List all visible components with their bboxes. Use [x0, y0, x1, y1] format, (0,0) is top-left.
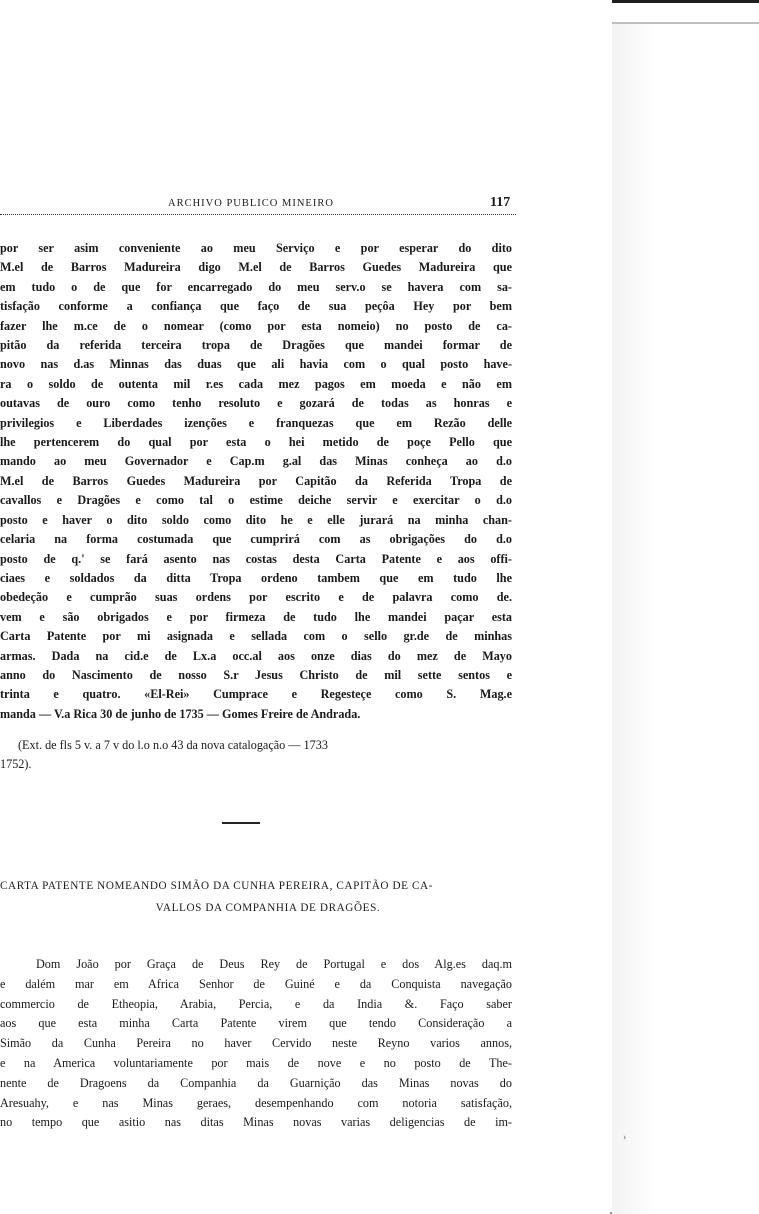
text-line: posto e haver o dito soldo como dito he e elle jurará na minha chan-	[0, 512, 512, 527]
text-line: pitão da referida terceira tropa de Dragões que mandei formar de	[0, 338, 512, 353]
text-line: novo nas d.as Minnas das duas que ali havia com o qual posto have-	[0, 357, 512, 372]
text-line: trinta e quatro. «El-Rei» Cumprace e Regesteçe como S. Mag.e	[0, 687, 512, 702]
text-line: obedeção e cumprão suas ordens por escrito e de palavra como de.	[0, 590, 512, 605]
text-line: lhe pertencerem do qual por esta o hei metido de poçe Pello que	[0, 435, 512, 450]
text-line: Carta Patente por mi asignada e sellada com o sello gr.de de minhas	[0, 629, 512, 644]
text-line: vem e são obrigados e por firmeza de tudo lhe mandei paçar esta	[0, 609, 512, 624]
text-line: posto de q.' se fará asento nas costas desta Carta Patente e aos offi-	[0, 551, 512, 566]
header-rule	[0, 214, 516, 215]
text-line: fazer lhe m.ce de o nomear (como por esta nomeio) no posto de ca-	[0, 318, 512, 333]
text-line: Aresuahy, e nas Minas geraes, desempenhando com notoria satisfação,	[0, 1095, 512, 1110]
section-separator	[222, 822, 260, 824]
text-line: cavallos e Dragões e como tal o estime deiche servir e exercitar o d.o	[0, 493, 512, 508]
document-title-line-2: VALLOS DA COMPANHIA DE DRAGÕES.	[155, 902, 381, 914]
text-line: ciaes e soldados da ditta Tropa ordeno tambem que em tudo lhe	[0, 570, 512, 585]
text-line: M.el de Barros Madureira digo M.el de Barros Guedes Madureira que	[0, 260, 512, 275]
text-line: manda — V.a Rica 30 de junho de 1735 — Gomes Freire de Andrada.	[0, 706, 361, 721]
document-title-line-1: CARTA PATENTE NOMEANDO SIMÃO DA CUNHA PEREIRA, CAPITÃO DE CA-	[0, 880, 434, 892]
reference-line: (Ext. de fls 5 v. a 7 v do l.o n.o 43 da nova catalogação — 1733	[18, 738, 328, 752]
text-line: Simão da Cunha Pereira no haver Cervido neste Reyno varios annos,	[0, 1036, 512, 1051]
document-title	[0, 875, 516, 919]
text-line: ra o soldo de outenta mil r.es cada mez pagos em moeda e não em	[0, 376, 512, 391]
text-line: por ser asim conveniente ao meu Serviço e por esperar do dito	[0, 241, 512, 255]
page-fold-shadow	[610, 22, 759, 1214]
reference-line: 1752).	[0, 757, 32, 771]
body-text-2	[0, 955, 512, 1133]
text-line: e na America voluntariamente por mais de nove e no posto de The-	[0, 1055, 512, 1070]
text-line: mando ao meu Governador e Cap.m g.al das Minas conheça ao d.o	[0, 454, 512, 469]
text-line: M.el de Barros Guedes Madureira por Capitão da Referida Tropa de	[0, 473, 512, 488]
text-line: armas. Dada na cid.e de Lx.a occ.al aos onze dias do mez de Mayo	[0, 648, 512, 663]
text-line: em tudo o de que for encarregado do meu serv.o se havera com sa-	[0, 279, 512, 294]
archive-reference	[0, 736, 512, 774]
margin-mark: ›	[623, 1132, 627, 1143]
text-line: Dom João por Graça de Deus Rey de Portugal e dos Alg.es daq.m	[36, 957, 512, 971]
text-line: no tempo que asitio nas ditas Minas novas varias deligencias de im-	[0, 1115, 512, 1130]
text-line: outavas de ouro como tenho resoluto e gozará de todas as honras e	[0, 396, 512, 411]
text-line: tisfação conforme a confiança que faço de sua peçôa Hey por bem	[0, 299, 512, 314]
body-text-1	[0, 239, 512, 724]
text-line: e dalém mar em Africa Senhor de Guiné e da Conquista navegação	[0, 976, 512, 991]
text-line: aos que esta minha Carta Patente virem que tendo Consideração a	[0, 1016, 512, 1031]
text-line: celaria na forma costumada que cumprirá com as obrigações do d.o	[0, 532, 512, 547]
page-number: 117	[490, 195, 511, 210]
text-line: nente de Dragoens da Companhia da Guarnição das Minas novas do	[0, 1075, 512, 1090]
text-line: commercio de Etheopia, Arabia, Percia, e da India &. Faço saber	[0, 996, 512, 1011]
text-line: privilegios e Liberdades izenções e franquezas que em Rezão delle	[0, 415, 512, 430]
running-title: ARCHIVO PUBLICO MINEIRO	[168, 198, 334, 209]
text-line: anno do Nascimento de nosso S.r Jesus Christo de mil sette sentos e	[0, 667, 512, 682]
